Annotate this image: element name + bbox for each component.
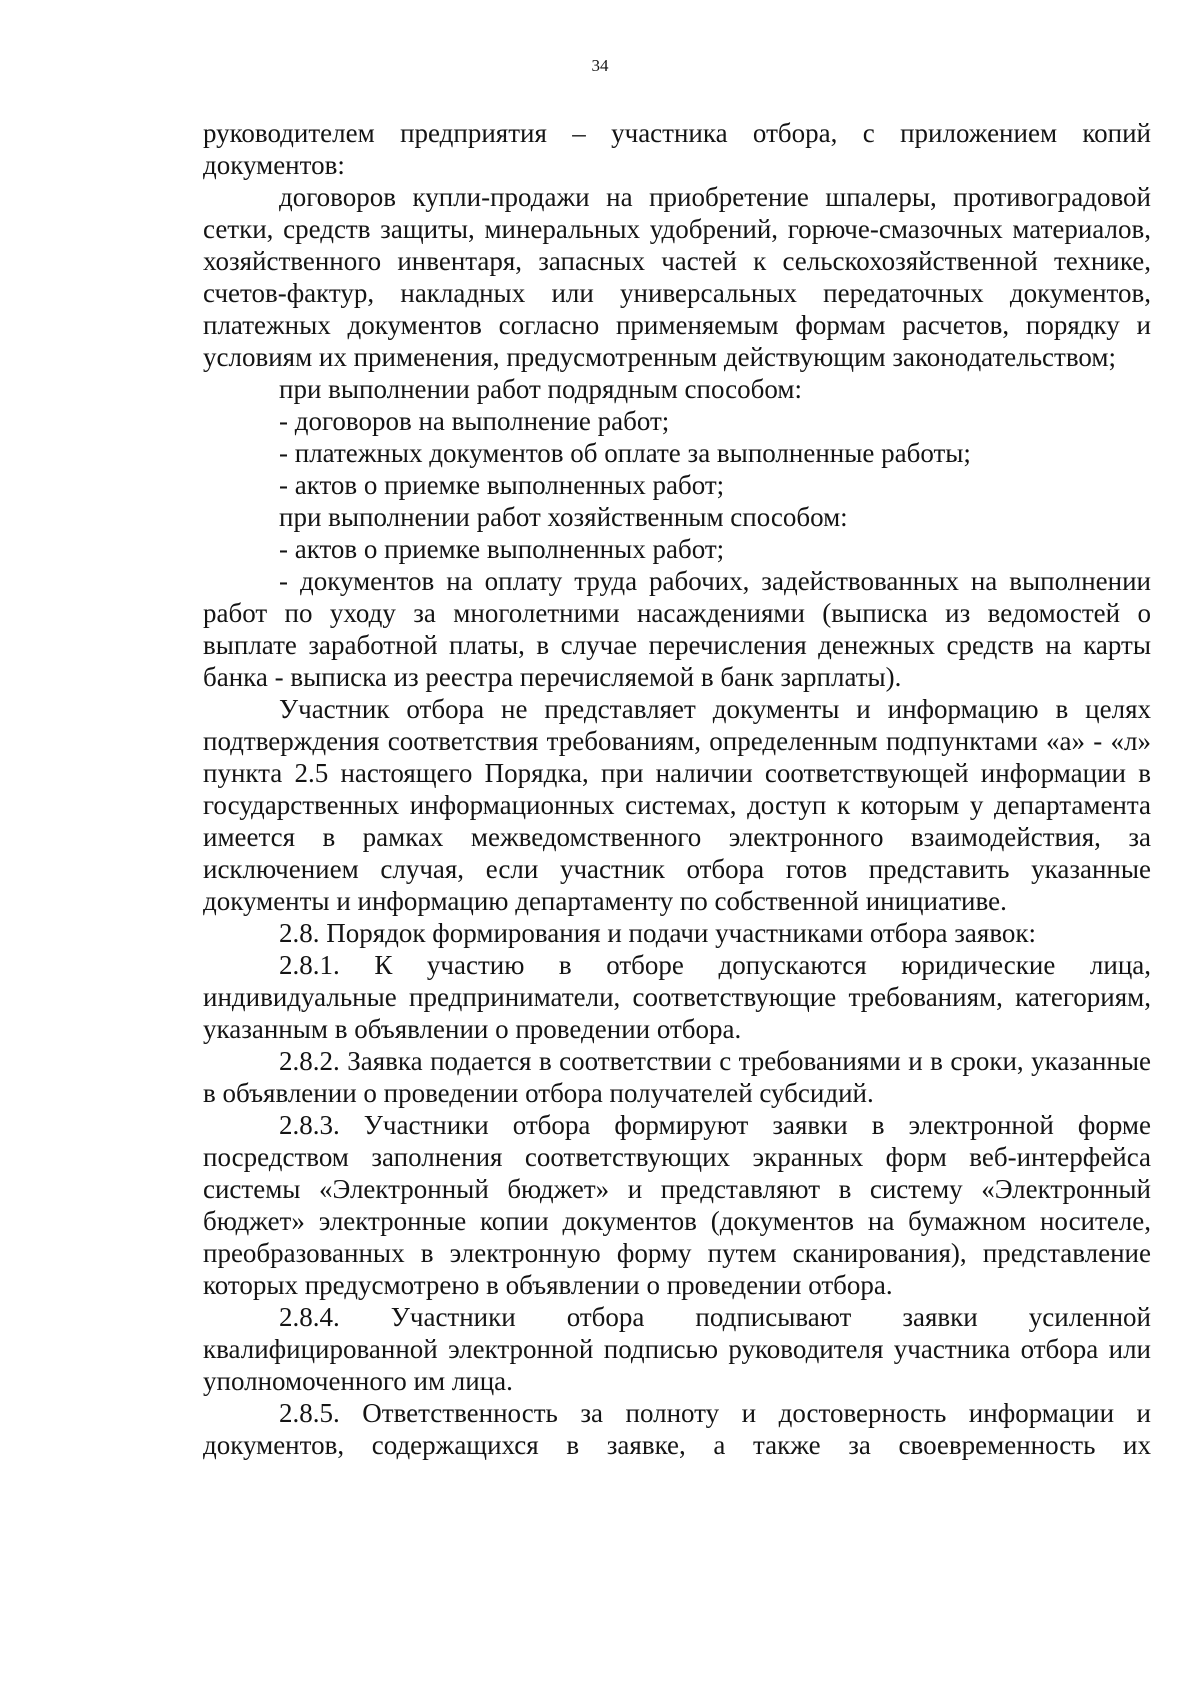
paragraph-1: руководителем предприятия – участника отбора, с приложением копий документов: <box>203 118 1151 180</box>
paragraph-4: при выполнении работ хозяйственным способом: <box>279 502 848 532</box>
paragraph-5: Участник отбора не представляет документы и информацию в целях подтверждения соответствия требованиям, определенным подпунктами «а» - «л» пункта 2.5 настоящего Порядка, при наличии соответствующей информации в государственных информационных системах, доступ к которым у департамента имеется в рамках межведомственного электронного взаимодействия, за исключением случая, если участник отбора готов представить указанные документы и информацию департаменту по собственной инициативе. <box>203 694 1151 916</box>
paragraph-2: договоров купли-продажи на приобретение шпалеры, противоградовой сетки, средств защиты, минеральных удобрений, горюче-смазочных материалов, хозяйственного инвентаря, запасных частей к сельскохозяйственной технике, счетов-фактур, накладных или универсальных передаточных документов, платежных документов согласно применяемым формам расчетов, порядку и условиям их применения, предусмотренным действующим законодательством; <box>203 182 1151 372</box>
list-item-3: - актов о приемке выполненных работ; <box>279 470 725 500</box>
section-2-8-2: 2.8.2. Заявка подается в соответствии с требованиями и в сроки, указанные в объявлении о проведении отбора получателей субсидий. <box>203 1046 1151 1108</box>
paragraph-3: при выполнении работ подрядным способом: <box>279 374 802 404</box>
section-2-8-4: 2.8.4. Участники отбора подписывают заявки усиленной квалифицированной электронной подписью руководителя участника отбора или уполномоченного им лица. <box>203 1302 1151 1396</box>
section-2-8: 2.8. Порядок формирования и подачи участниками отбора заявок: <box>279 918 1037 948</box>
list-item-5: - документов на оплату труда рабочих, задействованных на выполнении работ по уходу за многолетними насаждениями (выписка из ведомостей о выплате заработной платы, в случае перечисления денежных средств на карты банка - выписка из реестра перечисляемой в банк зарплаты). <box>203 566 1151 692</box>
document-body <box>203 117 1151 1461</box>
section-2-8-1: 2.8.1. К участию в отборе допускаются юридические лица, индивидуальные предприниматели, соответствующие требованиям, категориям, указанным в объявлении о проведении отбора. <box>203 950 1151 1044</box>
section-2-8-3: 2.8.3. Участники отбора формируют заявки в электронной форме посредством заполнения соответствующих экранных форм веб-интерфейса системы «Электронный бюджет» и представляют в систему «Электронный бюджет» электронные копии документов (документов на бумажном носителе, преобразованных в электронную форму путем сканирования), представление которых предусмотрено в объявлении о проведении отбора. <box>203 1110 1151 1300</box>
page-number: 34 <box>591 56 609 75</box>
list-item-1: - договоров на выполнение работ; <box>279 406 670 436</box>
list-item-4: - актов о приемке выполненных работ; <box>279 534 725 564</box>
list-item-2: - платежных документов об оплате за выполненные работы; <box>279 438 971 468</box>
section-2-8-5: 2.8.5. Ответственность за полноту и достоверность информации и документов, содержащихся в заявке, а также за своевременность их <box>203 1398 1151 1460</box>
